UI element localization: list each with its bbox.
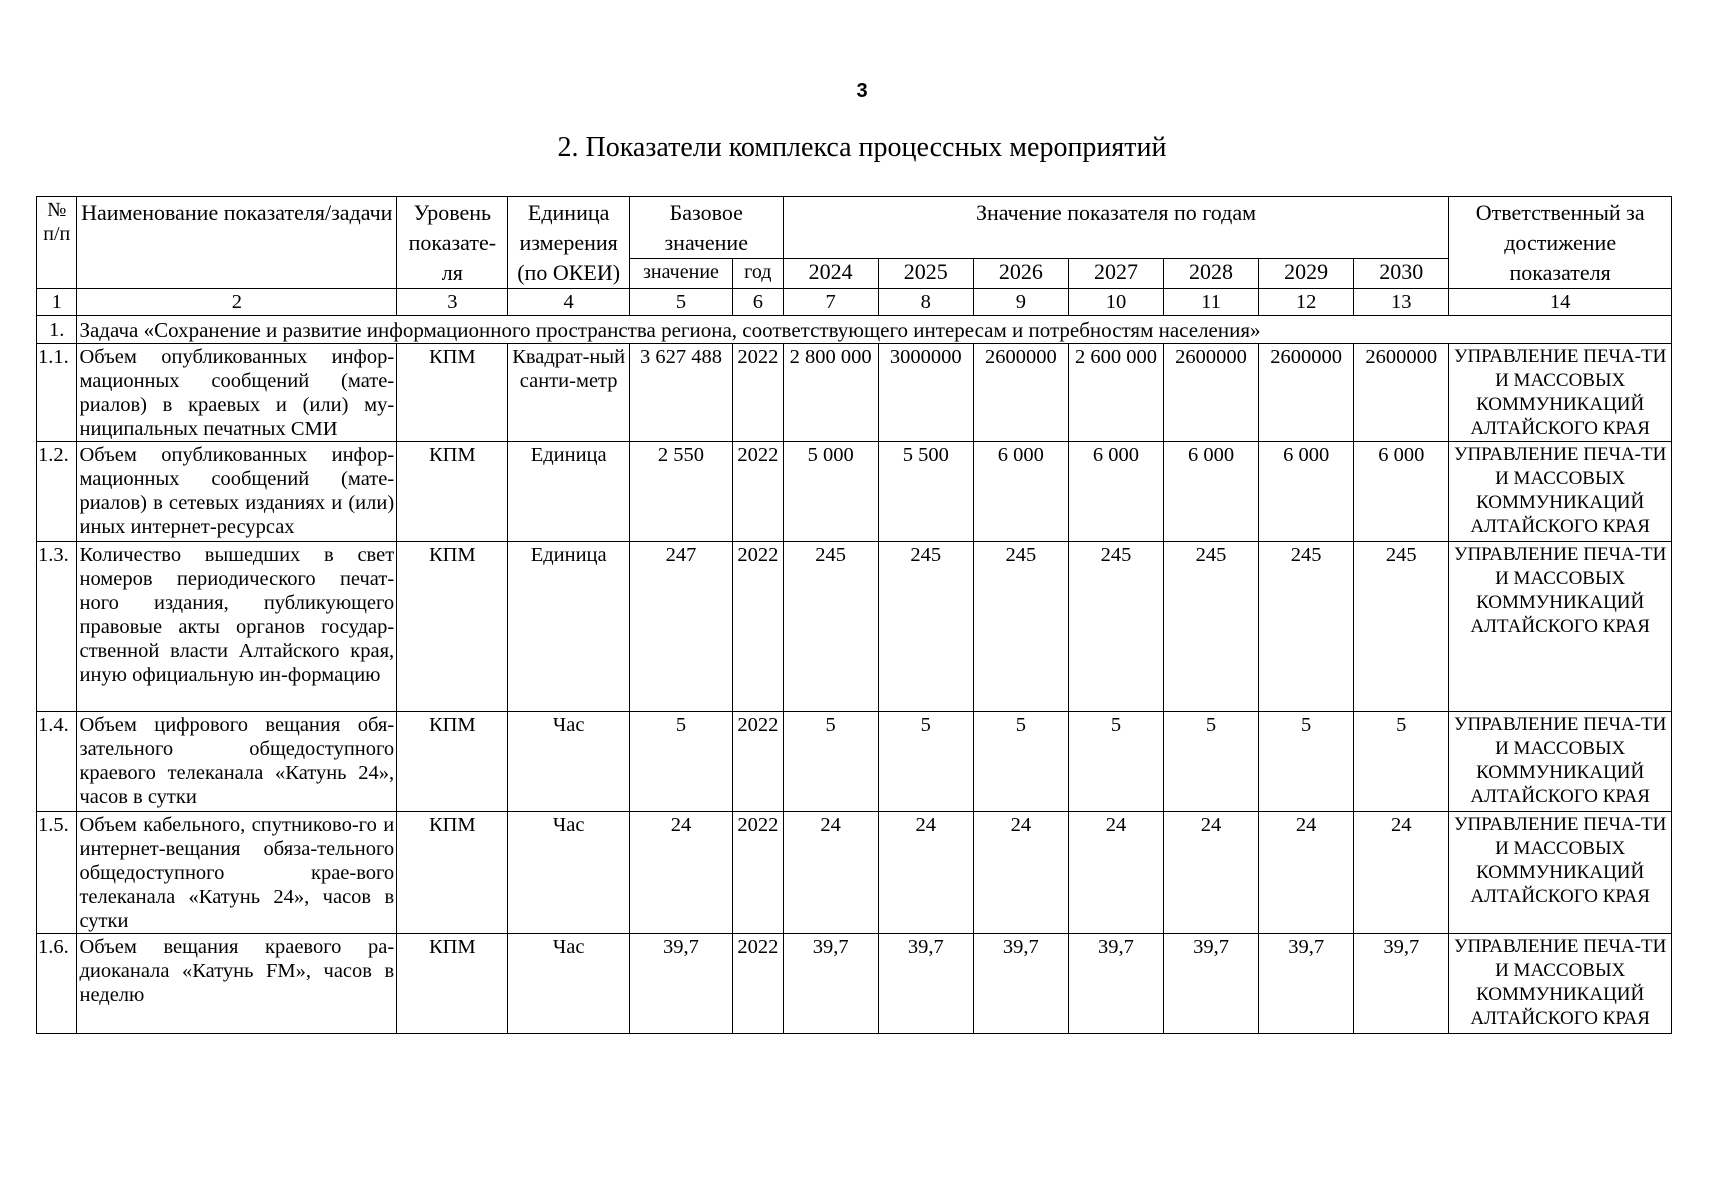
year-value: 245 (1259, 542, 1354, 712)
indicator-name: Объем опубликованных инфор-мационных сообщений (мате-риалов) в сетевых изданиях и (или) иных интернет-ресурсах (77, 442, 397, 542)
column-number: 6 (733, 289, 784, 316)
table-row (37, 542, 1672, 712)
year-value: 39,7 (878, 934, 973, 1034)
header-year: 2027 (1068, 259, 1163, 289)
year-value: 39,7 (1164, 934, 1259, 1034)
year-value: 5 000 (783, 442, 878, 542)
indicator-name: Объем кабельного, спутниково-го и интернет-вещания обяза-тельного общедоступного крае-вого телеканала «Катунь 24», часов в сутки (77, 812, 397, 934)
indicators-table (36, 196, 1672, 1034)
indicator-name: Количество вышедших в свет номеров периодического печат-ного издания, публикующего правовые акты органов государ-ственной власти Алтайского края, иную официальную ин-формацию (77, 542, 397, 712)
year-value: 2600000 (973, 344, 1068, 442)
base-value: 5 (629, 712, 732, 812)
year-value: 2 600 000 (1068, 344, 1163, 442)
year-value: 5 (1259, 712, 1354, 812)
base-value: 24 (629, 812, 732, 934)
base-year: 2022 (733, 712, 784, 812)
header-num: № п/п (37, 197, 77, 289)
base-year: 2022 (733, 812, 784, 934)
row-number: 1.2. (37, 442, 77, 542)
responsible-org: УПРАВЛЕНИЕ ПЕЧА-ТИ И МАССОВЫХ КОММУНИКАЦИЙ АЛТАЙСКОГО КРАЯ (1449, 542, 1672, 712)
header-year: 2029 (1259, 259, 1354, 289)
header-year: 2030 (1354, 259, 1449, 289)
year-value: 24 (1068, 812, 1163, 934)
header-name: Наименование показателя/задачи (77, 197, 397, 289)
responsible-org: УПРАВЛЕНИЕ ПЕЧА-ТИ И МАССОВЫХ КОММУНИКАЦИЙ АЛТАЙСКОГО КРАЯ (1449, 812, 1672, 934)
year-value: 245 (783, 542, 878, 712)
header-responsible: Ответственный за достижение показателя (1449, 197, 1672, 289)
task-text: Задача «Сохранение и развитие информационного пространства региона, соответствующего интересам и потребностям населения» (77, 316, 1672, 344)
table-row (37, 934, 1672, 1034)
responsible-org: УПРАВЛЕНИЕ ПЕЧА-ТИ И МАССОВЫХ КОММУНИКАЦИЙ АЛТАЙСКОГО КРАЯ (1449, 442, 1672, 542)
page-number: 3 (856, 80, 868, 102)
year-value: 245 (1354, 542, 1449, 712)
year-value: 3000000 (878, 344, 973, 442)
year-value: 2600000 (1354, 344, 1449, 442)
table-row (37, 712, 1672, 812)
task-row (37, 316, 1672, 344)
header-base-year: год (733, 259, 784, 289)
indicator-unit: Квадрат-ный санти-метр (508, 344, 629, 442)
header-level: Уровень показате-ля (397, 197, 508, 289)
column-number: 14 (1449, 289, 1672, 316)
indicator-name: Объем опубликованных инфор-мационных сообщений (мате-риалов) в краевых и (или) му-ниципальных печатных СМИ (77, 344, 397, 442)
year-value: 39,7 (1068, 934, 1163, 1034)
base-value: 247 (629, 542, 732, 712)
year-value: 6 000 (1354, 442, 1449, 542)
row-number: 1.6. (37, 934, 77, 1034)
indicator-name: Объем цифрового вещания обя-зательного общедоступного краевого телеканала «Катунь 24», часов в сутки (77, 712, 397, 812)
year-value: 6 000 (1259, 442, 1354, 542)
header-base-value: значение (629, 259, 732, 289)
header-year: 2026 (973, 259, 1068, 289)
responsible-org: УПРАВЛЕНИЕ ПЕЧА-ТИ И МАССОВЫХ КОММУНИКАЦИЙ АЛТАЙСКОГО КРАЯ (1449, 712, 1672, 812)
year-value: 5 (1068, 712, 1163, 812)
year-value: 2 800 000 (783, 344, 878, 442)
indicator-level: КПМ (397, 542, 508, 712)
indicator-unit: Единица (508, 442, 629, 542)
year-value: 245 (1068, 542, 1163, 712)
year-value: 39,7 (783, 934, 878, 1034)
indicator-name: Объем вещания краевого ра-диоканала «Катунь FM», часов в неделю (77, 934, 397, 1034)
indicator-level: КПМ (397, 712, 508, 812)
year-value: 245 (973, 542, 1068, 712)
indicator-level: КПМ (397, 344, 508, 442)
table-row (37, 812, 1672, 934)
column-number: 7 (783, 289, 878, 316)
column-number: 11 (1164, 289, 1259, 316)
indicator-level: КПМ (397, 812, 508, 934)
task-number: 1. (37, 316, 77, 344)
column-number: 12 (1259, 289, 1354, 316)
year-value: 5 (973, 712, 1068, 812)
year-value: 24 (1354, 812, 1449, 934)
indicator-unit: Час (508, 934, 629, 1034)
page-title: 2. Показатели комплекса процессных мероприятий (557, 132, 1167, 163)
indicator-level: КПМ (397, 934, 508, 1034)
base-value: 3 627 488 (629, 344, 732, 442)
year-value: 245 (1164, 542, 1259, 712)
year-value: 24 (1164, 812, 1259, 934)
row-number: 1.5. (37, 812, 77, 934)
year-value: 2600000 (1164, 344, 1259, 442)
year-value: 6 000 (1164, 442, 1259, 542)
header-year: 2024 (783, 259, 878, 289)
header-unit: Единица измерения (по ОКЕИ) (508, 197, 629, 289)
indicator-unit: Час (508, 712, 629, 812)
column-number: 13 (1354, 289, 1449, 316)
column-number: 8 (878, 289, 973, 316)
column-number: 4 (508, 289, 629, 316)
column-number: 10 (1068, 289, 1163, 316)
row-number: 1.4. (37, 712, 77, 812)
base-value: 2 550 (629, 442, 732, 542)
year-value: 5 (1354, 712, 1449, 812)
row-number: 1.3. (37, 542, 77, 712)
header-year: 2028 (1164, 259, 1259, 289)
indicator-unit: Единица (508, 542, 629, 712)
responsible-org: УПРАВЛЕНИЕ ПЕЧА-ТИ И МАССОВЫХ КОММУНИКАЦИЙ АЛТАЙСКОГО КРАЯ (1449, 344, 1672, 442)
base-value: 39,7 (629, 934, 732, 1034)
year-value: 24 (783, 812, 878, 934)
column-number: 1 (37, 289, 77, 316)
year-value: 39,7 (1354, 934, 1449, 1034)
year-value: 245 (878, 542, 973, 712)
column-number: 3 (397, 289, 508, 316)
year-value: 6 000 (1068, 442, 1163, 542)
year-value: 5 (783, 712, 878, 812)
year-value: 39,7 (973, 934, 1068, 1034)
year-value: 24 (1259, 812, 1354, 934)
year-value: 5 500 (878, 442, 973, 542)
header-base: Базовое значение (629, 197, 783, 259)
year-value: 6 000 (973, 442, 1068, 542)
header-years-group: Значение показателя по годам (783, 197, 1449, 259)
year-value: 2600000 (1259, 344, 1354, 442)
year-value: 24 (973, 812, 1068, 934)
table-row (37, 344, 1672, 442)
indicator-unit: Час (508, 812, 629, 934)
column-number: 5 (629, 289, 732, 316)
year-value: 24 (878, 812, 973, 934)
base-year: 2022 (733, 344, 784, 442)
row-number: 1.1. (37, 344, 77, 442)
year-value: 5 (1164, 712, 1259, 812)
base-year: 2022 (733, 934, 784, 1034)
header-year: 2025 (878, 259, 973, 289)
base-year: 2022 (733, 442, 784, 542)
table-row (37, 442, 1672, 542)
column-number: 9 (973, 289, 1068, 316)
column-number: 2 (77, 289, 397, 316)
responsible-org: УПРАВЛЕНИЕ ПЕЧА-ТИ И МАССОВЫХ КОММУНИКАЦИЙ АЛТАЙСКОГО КРАЯ (1449, 934, 1672, 1034)
year-value: 5 (878, 712, 973, 812)
base-year: 2022 (733, 542, 784, 712)
year-value: 39,7 (1259, 934, 1354, 1034)
indicator-level: КПМ (397, 442, 508, 542)
